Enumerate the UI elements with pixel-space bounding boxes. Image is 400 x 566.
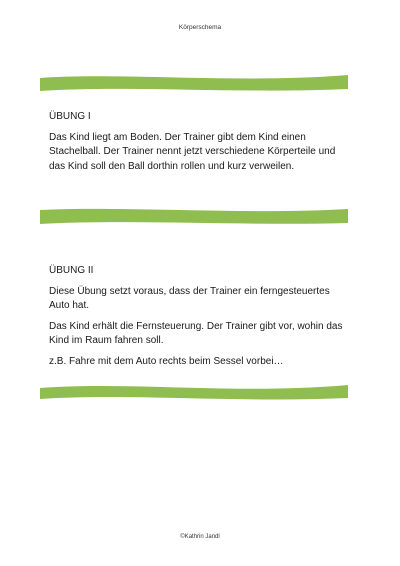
page-footer: ©Kathrin Jandl — [180, 534, 220, 540]
green-banner-middle — [38, 205, 350, 227]
section-paragraph: Das Kind erhält die Fernsteuerung. Der Trainer gibt vor, wohin das Kind im Raum fahren soll. — [49, 320, 343, 346]
page-header: Körperschema — [178, 24, 222, 31]
section-ubung-2 — [49, 264, 349, 375]
green-banner-bottom — [38, 381, 350, 403]
section-heading: ÜBUNG II — [49, 265, 94, 276]
section-paragraph: Diese Übung setzt voraus, dass der Trainer ein ferngesteuertes Auto hat. — [49, 285, 330, 311]
section-paragraph: Das Kind liegt am Boden. Der Trainer gibt dem Kind einen Stachelball. Der Trainer nennt jetzt verschiedene Körperteile und das Kind soll den Ball dorthin rollen und kurz verweilen. — [49, 131, 336, 172]
section-ubung-1 — [49, 110, 349, 180]
section-heading: ÜBUNG I — [49, 111, 91, 122]
green-banner-top — [38, 72, 350, 94]
section-paragraph: z.B. Fahre mit dem Auto rechts beim Sessel vorbei… — [49, 355, 284, 367]
